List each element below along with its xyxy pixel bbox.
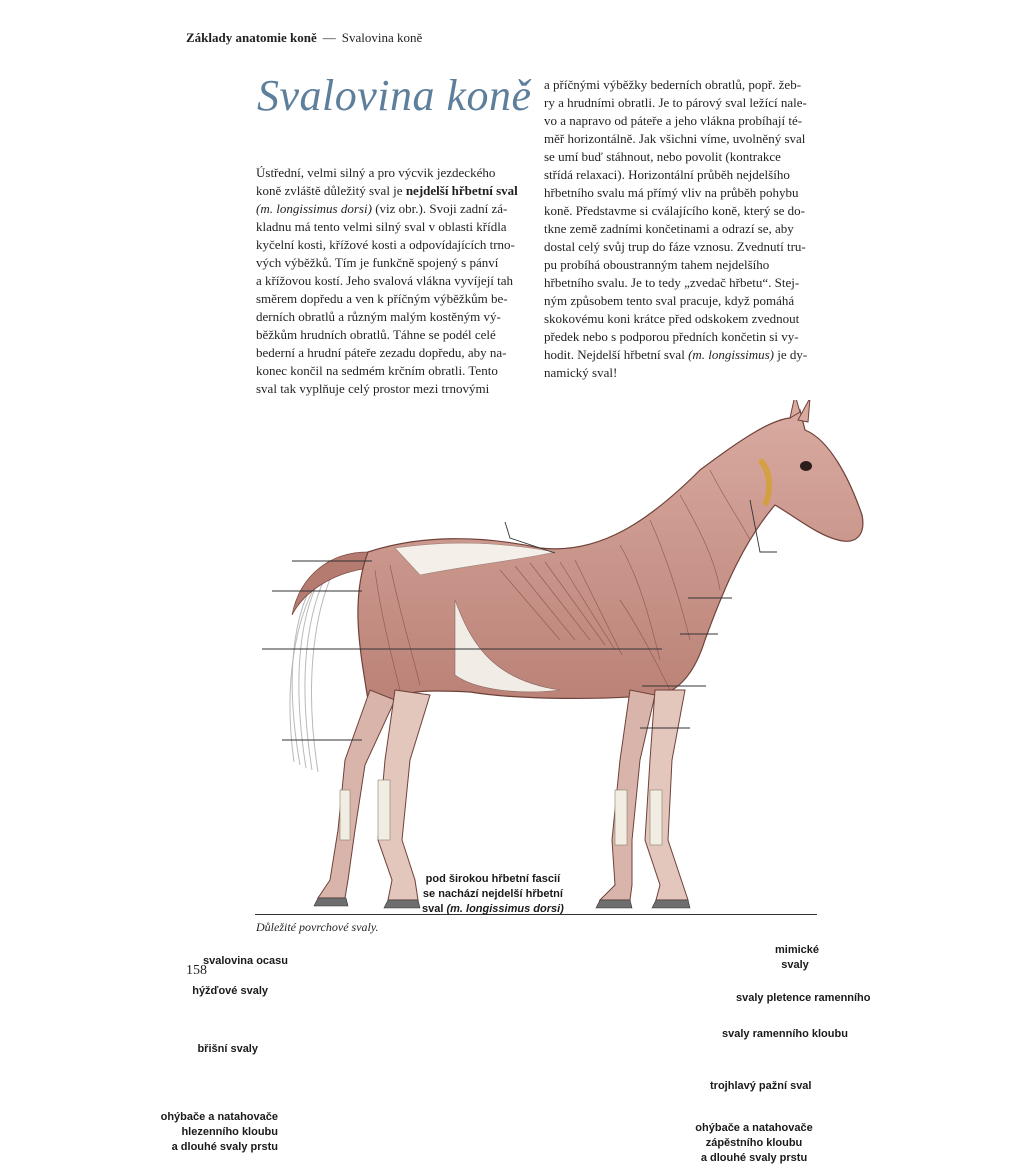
text-line: skokovému koni krátce před odskokem zvednout (544, 311, 800, 326)
running-head (186, 30, 422, 46)
page-title: Svalovina koně (257, 71, 532, 120)
figure-caption: Důležité povrchové svaly. (256, 920, 379, 934)
label-tail-muscles: svalovina ocasu (203, 955, 288, 967)
text-line: se umí buď stáhnout, nebo povolit (kontrakce (544, 149, 781, 164)
text-line: koně. Představme si cválajícího koně, který se do- (544, 203, 806, 218)
key-term: nejdelší hřbetní sval (405, 183, 518, 198)
running-head-separator: — (322, 30, 336, 45)
text-line: hřbetního svalu. Je to tedy „zvedač hřbetu“. Stej- (544, 275, 800, 290)
text-line: ným způsobem tento sval pracuje, když pomáhá (544, 293, 795, 308)
text-line: a příčnými výběžky bederních obratlů, popř. žeb- (544, 77, 802, 92)
label-line: svaly (781, 959, 809, 971)
text-line: dostal celý svůj trup do fáze vznosu. Zvednutí tru- (544, 239, 806, 254)
foreleg-rear (600, 690, 655, 900)
label-abdominal-muscles: břišní svaly (197, 1043, 258, 1055)
latin-term: (m. longissimus dorsi) (256, 201, 372, 216)
text-line: předek nebo s podporou předních končetin si vy- (544, 329, 799, 344)
text-line: kladnu má tento velmi silný sval v oblasti křídla (256, 219, 507, 234)
text-line: je dy- (774, 347, 808, 362)
text-line: sval tak vyplňuje celý prostor mezi trnovými (256, 381, 490, 396)
text-line: bederní a hrudní páteře zezadu dopředu, aby na- (256, 345, 507, 360)
label-line: zápěstního kloubu (705, 1137, 803, 1149)
text-line: směrem dopředu a ven k příčným výběžkům be- (256, 291, 508, 306)
text-line: (viz obr.). Svoji zadní zá- (371, 201, 508, 216)
label-fore-flexors (692, 1121, 816, 1166)
text-line: derních obratlů a různým malým kostěným vý- (256, 309, 501, 324)
label-line: a dlouhé svaly prstu (171, 1141, 278, 1153)
text-line: namický sval! (544, 365, 618, 380)
text-line: ry a hrudními obratli. Je to párový sval ležící nale- (544, 95, 807, 110)
text-line: vo a napravo od páteře a jeho vlákna probíhají té- (544, 113, 803, 128)
text-line: střídá relaxaci). Horizontální průběh nejdelšího (544, 167, 790, 182)
label-shoulder-girdle: svaly pletence ramenního (736, 992, 871, 1004)
text-line: měř horizontálně. Jak všichni víme, uvolněný sval (544, 131, 806, 146)
latin-term: (m. longissimus dorsi) (446, 903, 564, 915)
text-line: tkne země zadními končetinami a odrazí se, aby (544, 221, 794, 236)
label-line: se nachází nejdelší hřbetní (422, 888, 563, 900)
label-line: mimické (775, 944, 820, 956)
label-line: hlezenního kloubu (181, 1126, 278, 1138)
text-line: Ústřední, velmi silný a pro výcvik jezdeckého (256, 165, 496, 180)
text-line: a křížovou kostí. Jeho svalová vlákna vyvíjejí tah (256, 273, 514, 288)
label-line: sval (422, 903, 447, 915)
label-line: ohýbače a natahovače (695, 1122, 813, 1134)
label-gluteal-muscles: hýžďové svaly (192, 985, 268, 997)
text-line: konec končil na sedmém krčním obratli. Tento (256, 363, 498, 378)
label-shoulder-joint: svaly ramenního kloubu (722, 1028, 848, 1040)
text-line: kyčelní kosti, křížové kosti a odpovídajících trno- (256, 237, 515, 252)
text-line: běžkům hrudních obratlů. Táhne se podél celé (256, 327, 496, 342)
text-line: hodit. Nejdelší hřbetní sval (544, 347, 689, 362)
text-line: vých výběžků. Tím je funkčně spojený s pánví (256, 255, 499, 270)
label-triceps: trojhlavý pažní sval (710, 1080, 812, 1092)
label-hind-flexors (142, 1110, 278, 1155)
text-line: hřbetního svalu má přímý vliv na průběh pohybu (544, 185, 799, 200)
label-line: a dlouhé svaly prstu (700, 1152, 808, 1164)
latin-term: (m. longissimus) (688, 347, 775, 362)
text-line: koně zvláště důležitý sval je (256, 183, 406, 198)
label-line: ohýbače a natahovače (160, 1111, 278, 1123)
running-head-chapter: Základy anatomie koně (186, 30, 317, 45)
page-number: 158 (186, 963, 207, 978)
caption-rule (255, 914, 817, 915)
text-line: pu probíhá oboustranným tahem nejdelšího (544, 257, 770, 272)
body-text-right-column (544, 76, 808, 382)
label-back-fascia (422, 872, 564, 917)
label-facial-muscles (775, 943, 820, 973)
running-head-section: Svalovina koně (341, 30, 423, 45)
horse-illustration (0, 400, 1024, 920)
body-text-left-column (256, 164, 520, 398)
label-line: pod širokou hřbetní fascií (425, 873, 561, 885)
